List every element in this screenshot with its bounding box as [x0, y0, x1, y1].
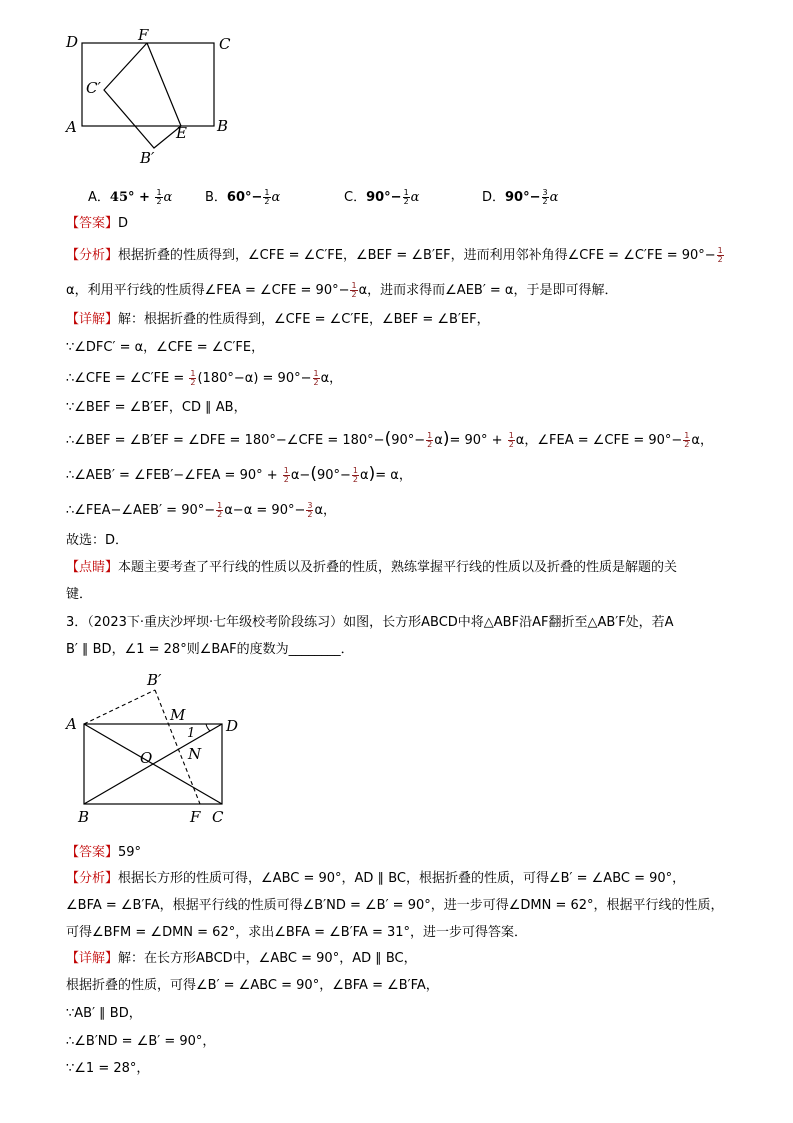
detail-line-1: 【详解】解：根据折叠的性质得到，∠CFE = ∠C′FE，∠BEF = ∠B′EF，: [66, 312, 490, 327]
option-d: D．90°− $\frac{3}{2}$ α: [482, 188, 559, 206]
label-C-prime: C′: [86, 79, 101, 97]
q3-detail-line-5: ∵∠1 = 28°，: [66, 1061, 150, 1076]
answer-line: 【答案】D: [66, 216, 129, 231]
label-B: B: [217, 117, 229, 135]
detail-line-7: ∴∠FEA−∠AEB′ = 90°− $\frac{1}{2}$ α−α = 90°− $\frac{3}{2}$ α，: [66, 501, 337, 519]
label-B-2: B: [78, 808, 90, 826]
detail-line-6: ∴∠AEB′ = ∠FEB′−∠FEA = 90° + $\frac{1}{2}$ α−(90°− $\frac{1}{2}$ α)= α，: [66, 464, 412, 484]
q3-analysis-line-1: 【分析】根据长方形的性质可得，∠ABC = 90°，AD ∥ BC，根据折叠的性质，可得∠B′ = ∠ABC = 90°，: [66, 871, 686, 886]
detail-line-5: ∴∠BEF = ∠B′EF = ∠DFE = 180°−∠CFE = 180°−(90°− $\frac{1}{2}$ α)= 90° + $\frac{1}{2}$ α，∠FEA = ∠CFE = 90°− $\frac{1}{2}$ α，: [66, 429, 713, 449]
figure-folded-rectangle: [60, 25, 250, 175]
label-F-2: F: [190, 808, 201, 826]
label-C-2: C: [212, 808, 224, 826]
label-C: C: [219, 35, 231, 53]
q3-stem-line-1: 3．（2023下·重庆沙坪坝·七年级校考阶段练习）如图，长方形ABCD中将△ABF沿AF翻折至△AB′F处，若A: [66, 615, 674, 630]
label-1: 1: [187, 726, 196, 741]
comment-line-1: 【点睛】本题主要考查了平行线的性质以及折叠的性质，熟练掌握平行线的性质以及折叠的性质是解题的关: [66, 560, 678, 575]
label-M: M: [170, 706, 186, 724]
analysis-line-2: α，利用平行线的性质得∠FEA = ∠CFE = 90°− $\frac{1}{2}$ α，进而求得而∠AEB′ = α，于是即可得解．: [66, 281, 618, 299]
analysis-line-1: 【分析】根据折叠的性质得到，∠CFE = ∠C′FE，∠BEF = ∠B′EF，进而利用邻补角得∠CFE = ∠C′FE = 90°− $\frac{1}{2}$: [66, 246, 723, 264]
q3-analysis-line-3: 可得∠BFM = ∠DMN = 62°，求出∠BFA = ∠B′FA = 31°，进一步可得答案．: [66, 925, 528, 940]
label-A: A: [66, 118, 77, 136]
q3-detail-line-1: 【详解】解：在长方形ABCD中，∠ABC = 90°，AD ∥ BC，: [66, 951, 417, 966]
q3-answer-line: 【答案】59°: [66, 845, 142, 860]
label-A-2: A: [66, 715, 77, 733]
figure-rectangle-abcd: [60, 665, 260, 830]
option-a: A．45° + $\frac{1}{2}$ α: [88, 188, 173, 206]
detail-line-4: ∵∠BEF = ∠B′EF，CD ∥ AB，: [66, 400, 247, 415]
option-c: C．90°− $\frac{1}{2}$ α: [344, 188, 420, 206]
q3-detail-line-4: ∴∠B′ND = ∠B′ = 90°，: [66, 1034, 216, 1049]
comment-line-2: 键．: [66, 587, 93, 602]
detail-line-3: ∴∠CFE = ∠C′FE = $\frac{1}{2}$ (180°−α) = 90°− $\frac{1}{2}$ α，: [66, 369, 343, 387]
label-E: E: [176, 124, 187, 142]
label-F: F: [138, 26, 149, 44]
label-B-prime: B′: [140, 149, 155, 167]
detail-line-2: ∵∠DFC′ = α，∠CFE = ∠C′FE，: [66, 340, 265, 355]
q3-analysis-line-2: ∠BFA = ∠B′FA，根据平行线的性质可得∠B′ND = ∠B′ = 90°，进一步可得∠DMN = 62°，根据平行线的性质，: [66, 898, 724, 913]
label-D: D: [66, 33, 79, 51]
option-b: B．60°− $\frac{1}{2}$ α: [205, 188, 281, 206]
label-D-2: D: [226, 717, 239, 735]
q3-detail-line-2: 根据折叠的性质，可得∠B′ = ∠ABC = 90°，∠BFA = ∠B′FA，: [66, 978, 439, 993]
label-B-prime-2: B′: [147, 671, 162, 689]
choose-line: 故选：D．: [66, 533, 129, 548]
q3-detail-line-3: ∵AB′ ∥ BD，: [66, 1006, 142, 1021]
label-O: O: [140, 749, 153, 767]
label-N: N: [188, 745, 202, 763]
q3-stem-line-2: B′ ∥ BD，∠1 = 28°则∠BAF的度数为________．: [66, 642, 354, 657]
